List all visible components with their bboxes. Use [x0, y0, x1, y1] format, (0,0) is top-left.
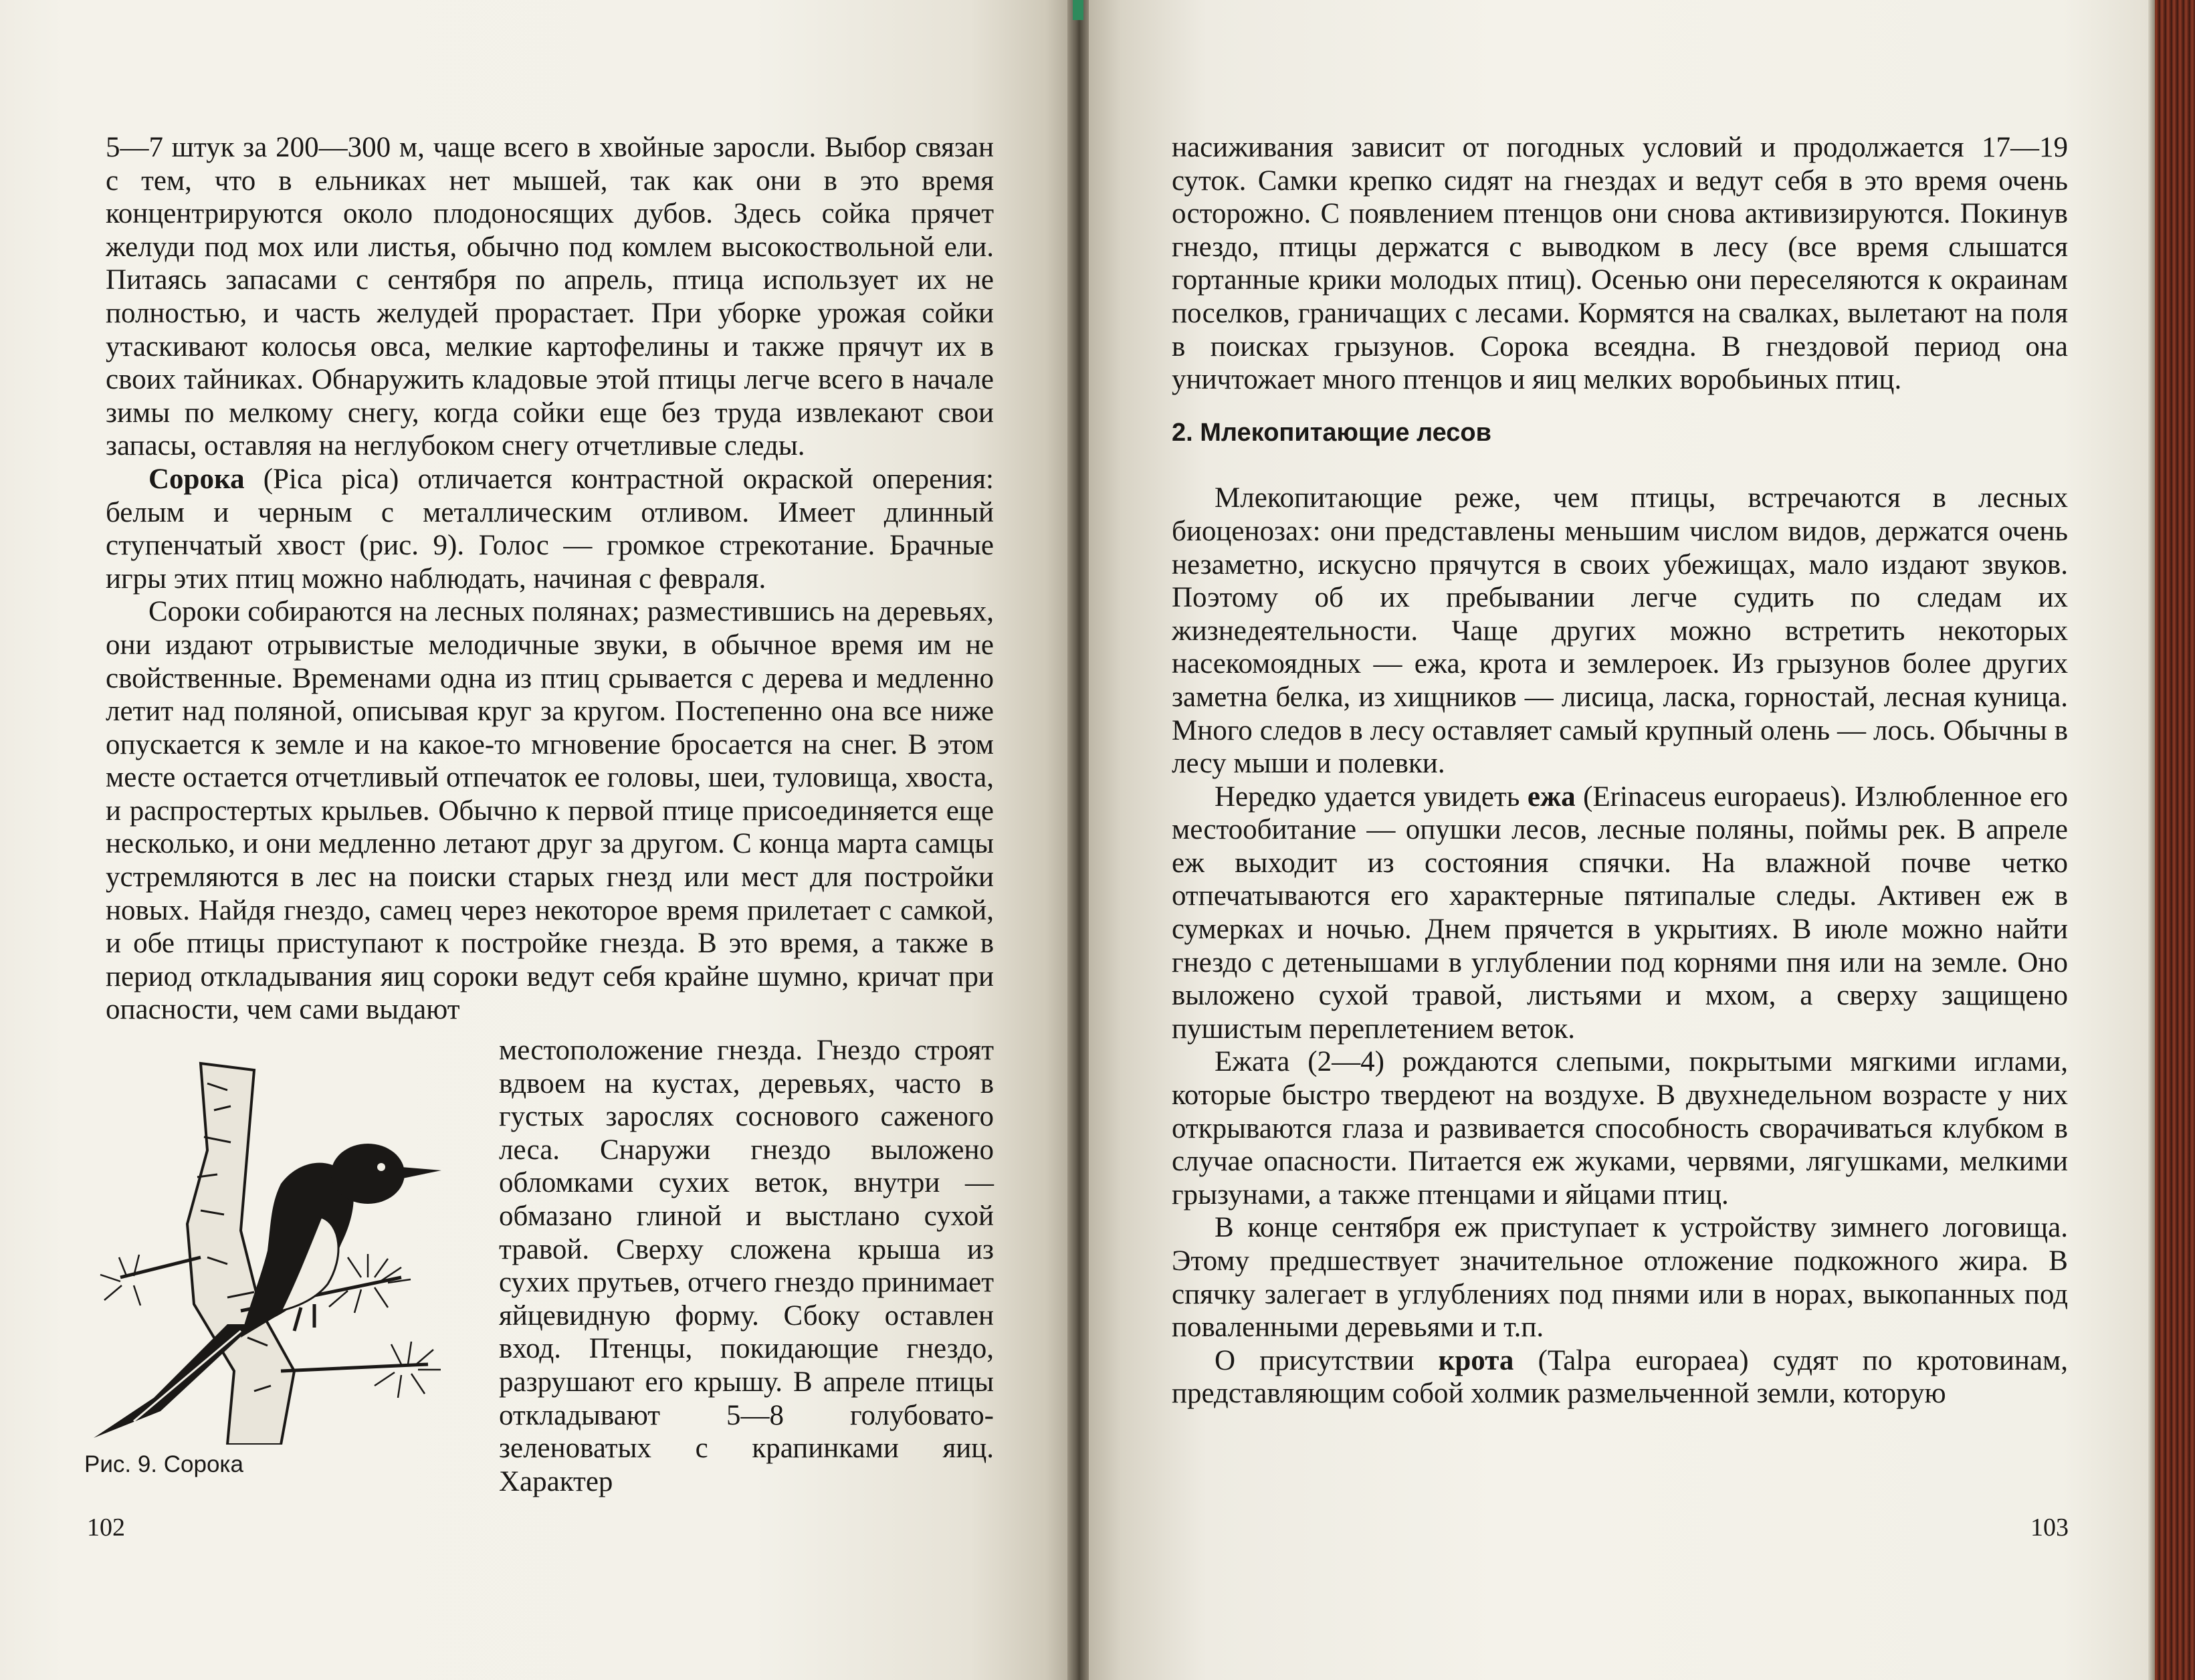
bookmark-ribbon [1073, 0, 1083, 20]
left-page [0, 0, 1078, 1680]
paragraph-hedgehog [1172, 780, 2068, 1046]
hedgehog-text: (Erinaceus europaeus). Излюбленное его местообитание — опушки лесов, лесные поляны, поймы рек. В апреле еж выходит из состояния спячки. На влажной почве четко отпечатываются его характерные пятипалые следы. Активен еж в сумерках и ночью. Днем прячется в укрытиях. В июле можно найти гнездо с детенышами в углублении под корнями пня или на земле. Оно выложено сухой травой, листьями и мхом, а сверху защищено пушистым переплетением веток. [1172, 780, 2068, 1045]
section-heading: 2. Млекопитающие лесов [1172, 418, 1492, 447]
figure-caption: Рис. 9. Сорока [84, 1451, 243, 1477]
right-main-text [1172, 131, 2068, 1410]
term-magpie: Сорока [148, 463, 245, 495]
book-cover-edge [2148, 0, 2195, 1680]
paragraph-hibernation: В конце сентября еж приступает к устройству зимнего логовища. Этому предшествует значительное отложение подкожного жира. В спячку залегает в углублениях под пнями или в норах, выкопанных под поваленными деревьями и т.п. [1172, 1212, 2068, 1344]
mole-lead: О присутствии [1215, 1344, 1439, 1376]
term-mole: крота [1438, 1344, 1514, 1376]
book-gutter [1067, 0, 1089, 1680]
paragraph-incubation: насиживания зависит от погодных условий и продолжается 17—19 суток. Самки крепко сидят на гнездах и ведут себя в это время очень осторожно. С появлением птенцов они снова активизируются. Покинув гнездо, птицы держатся с выводком в лесу (все время слышатся гортанные крики молодых птиц). Осенью они переселяются к окраинам поселков, граничащих с лесами. Кормятся на свалках, вылетают на поля в поисках грызунов. Сорока всеядна. В гнездовой период она уничтожает много птенцов и яиц мелких воробьиных птиц. [1172, 132, 2068, 396]
page-number-left: 102 [87, 1513, 125, 1542]
magpie-intro-text: (Pica pica) отличается контрастной окраской оперения: белым и черным с металлическим отливом. Имеет длинный ступенчатый хвост (рис. 9). Голос — громкое стрекотание. Брачные игры этих птиц можно наблюдать, начиная с февраля. [106, 463, 994, 595]
paragraph-mammals-intro: Млекопитающие реже, чем птицы, встречаются в лесных биоценозах: они представлены меньшим числом видов, держатся очень незаметно, искусно прячутся в своих убежищах, мало издают звуков. Поэтому об их пребывании легче судить по следам их жизнедеятельности. Чаще других можно встретить некоторых насекомоядных — ежа, крота и землероек. Из грызунов более других заметна белка, из хищников — лисица, ласка, горностай, лесная куница. Много следов в лесу оставляет самый крупный олень — лось. Обычны в лесу мыши и полевки. [1172, 482, 2068, 780]
hedgehog-lead: Нередко удается увидеть [1215, 780, 1528, 813]
paragraph-magpie-behavior: Сороки собираются на лесных полянах; разместившись на деревьях, они издают отрывистые мелодичные звуки, в обычное время им не свойственные. Временами одна из птиц срывается с дерева и медленно летит над поляной, описывая круг за кругом. Постепенно она все ниже опускается к земле и на какое-то мгновение бросается на снег. В этом месте остается отчетливый отпечаток ее головы, шеи, туловища, хвоста, и распростертых крыльев. Обычно к первой птице присоединяется еще несколько, и они медленно летают друг за другом. С конца марта самцы устремляются в лес на поиски старых гнезд или мест для постройки новых. Найдя гнездо, самец через некоторое время прилетает с самкой, и обе птицы приступают к постройке гнезда. В это время, а также в период откладывания яиц сороки ведут себя крайне шумно, кричат при опасности, чем сами выдают [106, 596, 994, 1026]
wrapped-text-beside-figure [499, 1034, 994, 1498]
paragraph-nest-building: местоположение гнезда. Гнездо строят вдвоем на кустах, деревьях, часто в густых зарослях соснового саженого леса. Снаружи гнездо выложено обломками сухих веток, внутри — обмазано глиной и выстлано сухой травой. Сверху сложена крыша из сухих прутьев, отчего гнездо принимает яйцевидную форму. Сбоку оставлен вход. Птенцы, покидающие гнездо, разрушают его крышу. В апреле птицы откладывают 5—8 голубовато-зеленоватых с крапинками яиц. Характер [499, 1035, 994, 1497]
left-main-text [106, 131, 994, 1027]
page-edge-shadow [2148, 0, 2155, 1680]
paragraph-hoglets: Ежата (2—4) рождаются слепыми, покрытыми мягкими иглами, которые быстро твердеют на воздухе. В двухнедельном возрасте у них открываются глаза и развивается способность сворачиваться клубком в случае опасности. Питается еж жуками, червями, лягушками, мелкими грызунами, а также птенцами и яйцами птиц. [1172, 1046, 2068, 1211]
paragraph-jay-caches: 5—7 штук за 200—300 м, чаще всего в хвойные заросли. Выбор связан с тем, что в ельниках нет мышей, так как они в это время концентрируются около плодоносящих дубов. Здесь сойка прячет желуди под мох или листья, обычно под комлем высокоствольной ели. Питаясь запасами с сентября по апрель, птица использует их не полностью, и часть желудей прорастает. При уборке урожая сойки утаскивают колосья овса, мелкие картофелины и также прячут их в своих тайниках. Обнаружить кладовые этой птицы легче всего в начале зимы по мелкому снегу, когда сойки еще без труда извлекают свои запасы, оставляя на неглубоком снегу отчетливые следы. [106, 132, 994, 462]
magpie-illustration [80, 1057, 475, 1445]
paragraph-magpie-intro [106, 463, 994, 595]
mole-text: (Talpa europaea) судят по кротовинам, представляющим собой холмик размельченной земли, которую [1172, 1344, 2068, 1410]
magpie-drawing-icon [80, 1057, 475, 1445]
paragraph-mole [1172, 1344, 2068, 1410]
page-number-right: 103 [2030, 1513, 2069, 1542]
term-hedgehog: ежа [1527, 780, 1576, 813]
